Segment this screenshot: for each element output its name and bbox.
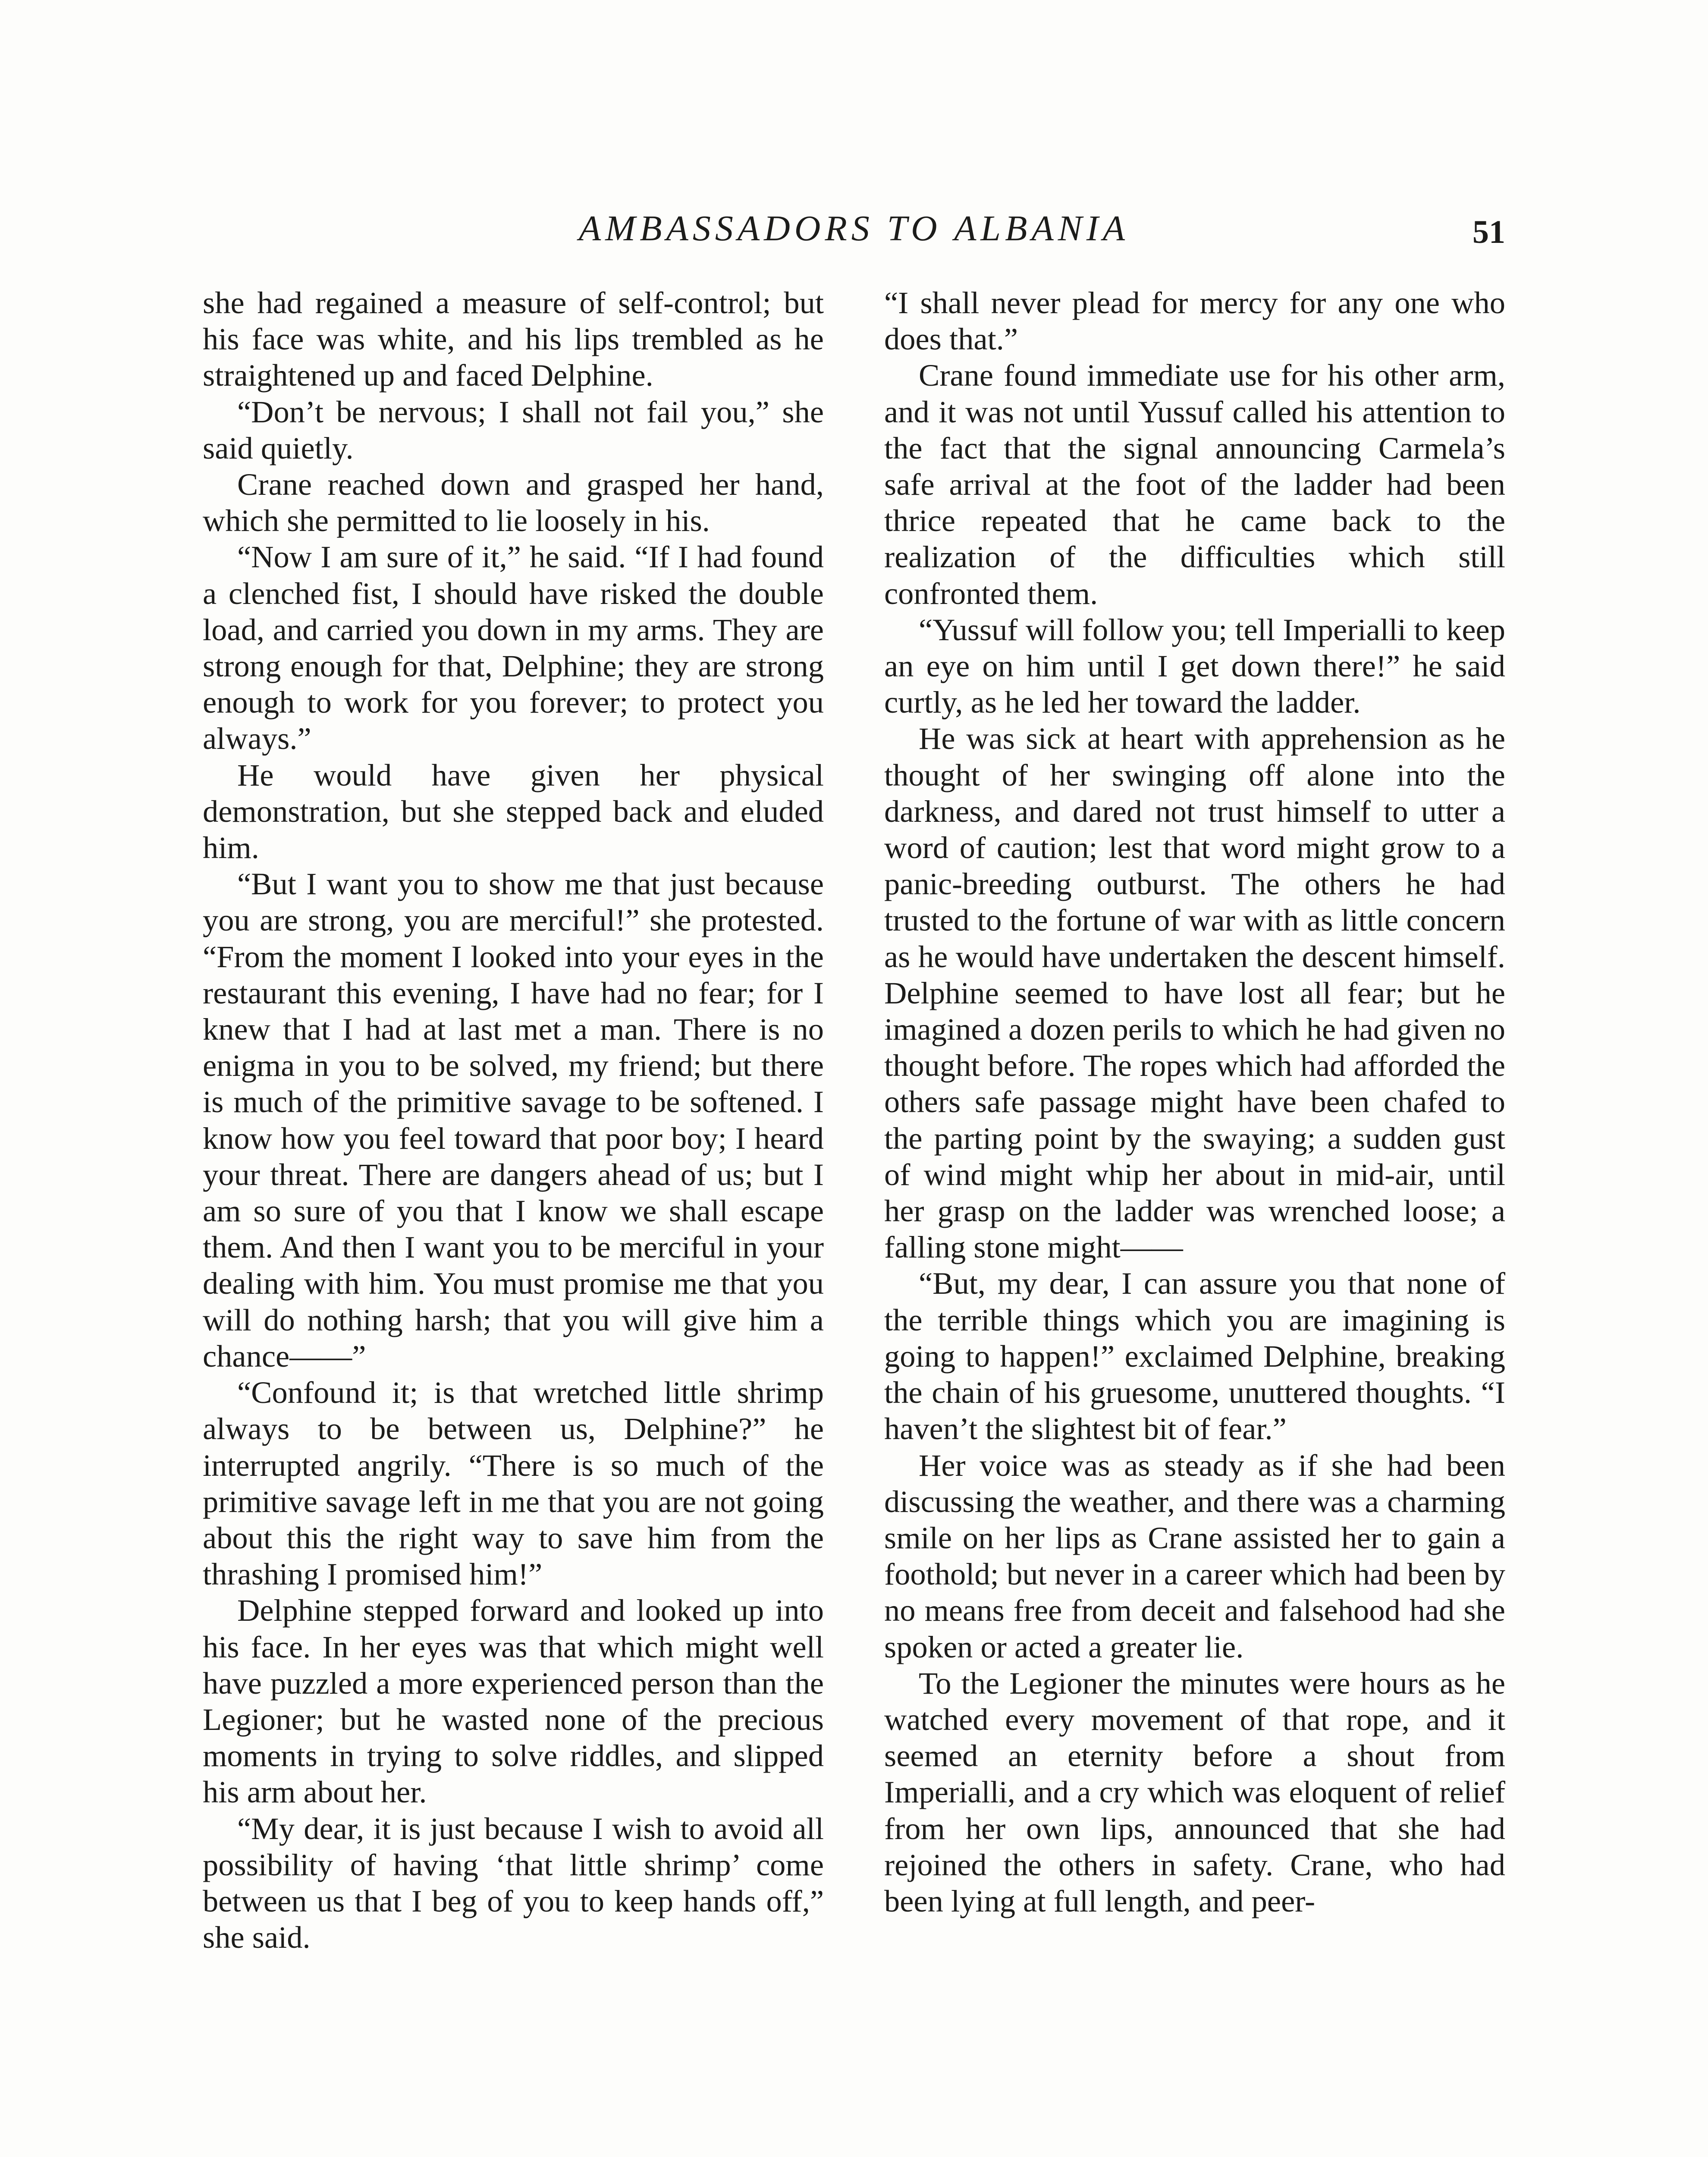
paragraph: “But I want you to show me that just because you are strong, you are merciful!” she protested. “From the moment I looked into your eyes in the restaurant this evening, I have had no fear; for I knew that I had at last met a man. There is no enigma in you to be solved, my friend; but there is much of the primitive savage to be softened. I know how you feel toward that poor boy; I heard your threat. There are dangers ahead of us; but I am so sure of you that I know we shall escape them. And then I want you to be merciful in your dealing with him. You must promise me that you will do nothing harsh; that you will give him a chance——” — [203, 866, 824, 1374]
paragraph: Crane reached down and grasped her hand, which she permitted to lie loosely in his. — [203, 467, 824, 538]
paragraph: “Yussuf will follow you; tell Imperialli to keep an eye on him until I get down there!” he said curtly, as he led her toward the ladder. — [884, 612, 1505, 720]
paragraph: Her voice was as steady as if she had been discussing the weather, and there was a charming smile on her lips as Crane assisted her to gain a foothold; but never in a career which had been by no means free from deceit and falsehood had she spoken or acted a greater lie. — [884, 1447, 1505, 1664]
paragraph: she had regained a measure of self-control; but his face was white, and his lips trembled as he straightened up and faced Delphine. — [203, 285, 824, 393]
paragraph: “I shall never plead for mercy for any one who does that.” — [884, 285, 1505, 357]
paragraph: “Confound it; is that wretched little shrimp always to be between us, Delphine?” he interrupted angrily. “There is so much of the primitive savage left in me that you are not going about this the right way to save him from the thrashing I promised him!” — [203, 1375, 824, 1592]
paragraph: “Now I am sure of it,” he said. “If I had found a clenched fist, I should have risked the double load, and carried you down in my arms. They are strong enough for that, Delphine; they are strong enough to work for you forever; to protect you always.” — [203, 539, 824, 756]
paragraph: He was sick at heart with apprehension as he thought of her swinging off alone into the darkness, and dared not trust himself to utter a word of caution; lest that word might grow to a panic-breeding outburst. The others he had trusted to the fortune of war with as little concern as he would have undertaken the descent himself. Delphine seemed to have lost all fear; but he imagined a dozen perils to which he had given no thought before. The ropes which had afforded the others safe passage might have been chafed to the parting point by the swaying; a sudden gust of wind might whip her about in mid-air, until her grasp on the ladder was wrenched loose; a falling stone might—— — [884, 721, 1505, 1265]
paragraph: “My dear, it is just because I wish to avoid all possibility of having ‘that little shrimp’ come between us that I beg of you to keep hands off,” she said. — [203, 1811, 824, 1955]
paragraph: “Don’t be nervous; I shall not fail you,” she said quietly. — [203, 394, 824, 465]
paragraph: Delphine stepped forward and looked up into his face. In her eyes was that which might well have puzzled a more experienced person than the Legioner; but he wasted none of the precious moments in trying to solve riddles, and slipped his arm about her. — [203, 1593, 824, 1810]
paragraph: He would have given her physical demonstration, but she stepped back and eluded him. — [203, 757, 824, 865]
paragraph: “But, my dear, I can assure you that none of the terrible things which you are imagining is going to happen!” exclaimed Delphine, breaking the chain of his gruesome, unuttered thoughts. “I haven’t the slightest bit of fear.” — [884, 1266, 1505, 1446]
right-column — [884, 285, 1505, 2157]
paragraph: To the Legioner the minutes were hours as he watched every movement of that rope, and it seemed an eternity before a shout from Imperialli, and a cry which was eloquent of relief from her own lips, announced that she had rejoined the others in safety. Crane, who had been lying at full length, and peer- — [884, 1665, 1505, 1918]
left-column — [203, 285, 824, 2157]
running-title: AMBASSADORS TO ALBANIA — [578, 208, 1130, 248]
page-number: 51 — [1473, 214, 1505, 250]
text-columns — [203, 285, 1505, 2157]
paragraph: Crane found immediate use for his other arm, and it was not until Yussuf called his attention to the fact that the signal announcing Carmela’s safe arrival at the foot of the ladder had been thrice repeated that he came back to the realization of the difficulties which still confronted them. — [884, 358, 1505, 611]
page-header — [203, 203, 1505, 255]
